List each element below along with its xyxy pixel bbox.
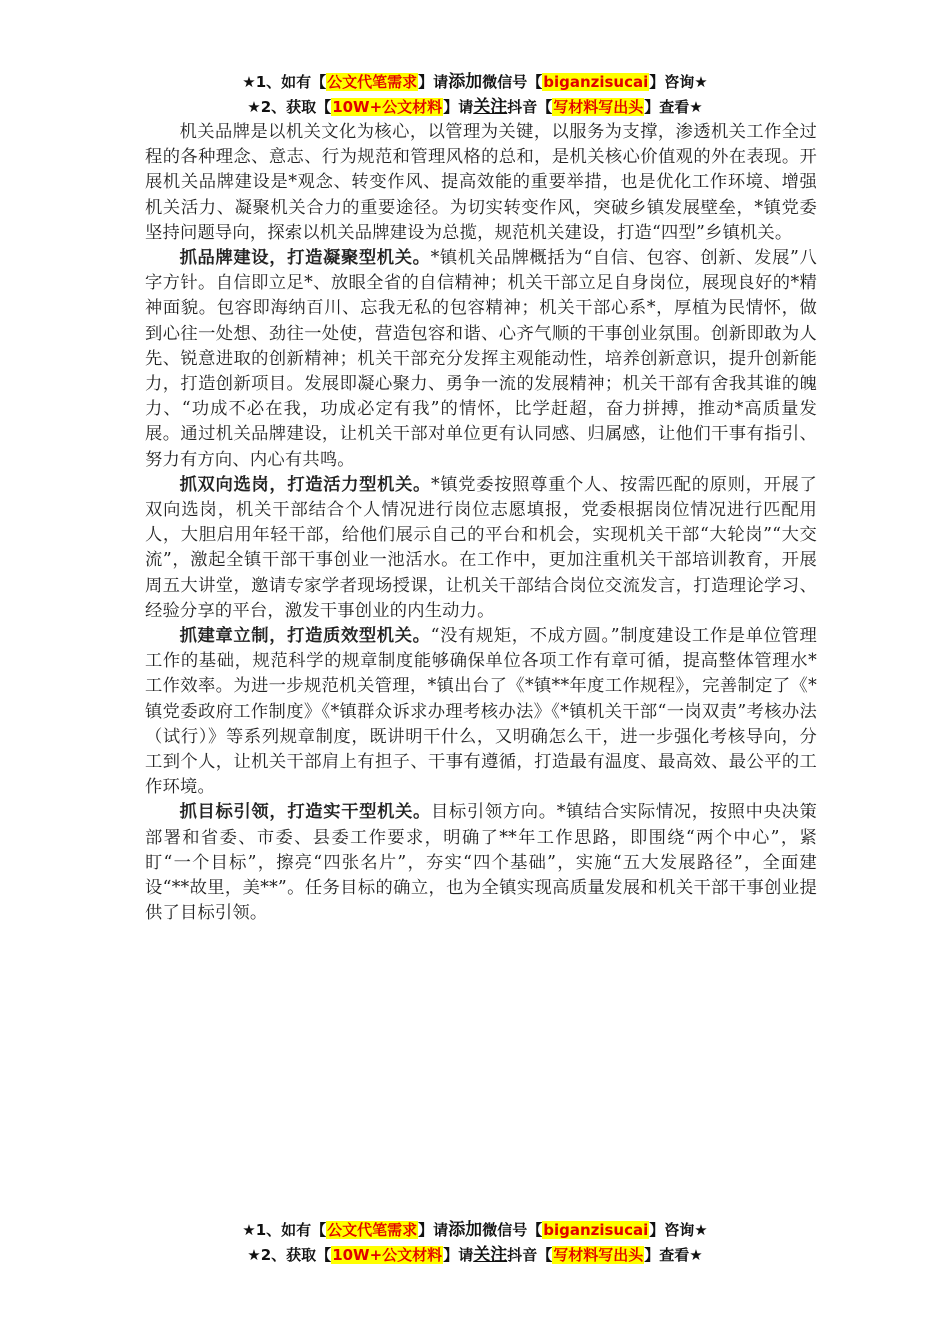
highlight-service: 公文代笔需求 xyxy=(327,1221,418,1239)
highlight-douyin-account: 写材料写出头 xyxy=(553,98,644,116)
promo-line-1: ★1、如有【公文代笔需求】请添加微信号【biganzisucai】咨询★ xyxy=(242,72,708,92)
highlight-wechat-id: biganzisucai xyxy=(543,73,649,91)
star-icon: ★ xyxy=(242,73,256,91)
promo-line-2: ★2、获取【10W+公文材料】请关注抖音【写材料写出头】查看★ xyxy=(247,1245,703,1265)
section-paragraph: 抓目标引领，打造实干型机关。目标引领方向。*镇结合实际情况，按照中央决策部署和省委、市委、县委工作要求，明确了**年工作思路，即围绕“两个中心”，紧盯“一个目标”，擦亮“四张名片”，夯实“四个基础”，实施“五大发展路径”，全面建设“**故里，美**”。任务目标的确立，也为全镇实现高质量发展和机关干部干事创业提供了目标引领。 xyxy=(145,802,817,924)
star-icon: ★ xyxy=(247,1246,261,1264)
highlight-douyin-account: 写材料写出头 xyxy=(553,1246,644,1264)
section-heading: 抓目标引领，打造实干型机关。 xyxy=(179,802,432,823)
star-icon: ★ xyxy=(247,98,261,116)
intro-paragraph: 机关品牌是以机关文化为核心，以管理为关键，以服务为支撑，渗透机关工作全过程的各种理念、意志、行为规范和管理风格的总和，是机关核心价值观的外在表现。开展机关品牌建设是*观念、转变作风、提高效能的重要举措，也是优化工作环境、增强机关活力、凝聚机关合力的重要途径。为切实转变作风，突破乡镇发展壁垒，*镇党委坚持问题导向，探索以机关品牌建设为总揽，规范机关建设，打造“四型”乡镇机关。 xyxy=(145,122,817,243)
top-promo-banner xyxy=(0,70,950,120)
section-paragraph: 抓双向选岗，打造活力型机关。*镇党委按照尊重个人、按需匹配的原则，开展了双向选岗，机关干部结合个人情况进行岗位志愿填报，党委根据岗位情况进行匹配用人，大胆启用年轻干部，给他们展示自己的平台和机会，实现机关干部“大轮岗”“大交流”，激起全镇干部干事创业一池活水。在工作中，更加注重机关干部培训教育，开展周五大讲堂，邀请专家学者现场授课，让机关干部结合岗位交流发言，打造理论学习、经验分享的平台，激发干事创业的内生动力。 xyxy=(145,474,817,621)
article-body xyxy=(145,120,817,927)
promo-line-1: ★1、如有【公文代笔需求】请添加微信号【biganzisucai】咨询★ xyxy=(242,1220,708,1240)
highlight-service: 公文代笔需求 xyxy=(327,73,418,91)
highlight-materials: 10W+公文材料 xyxy=(332,98,443,116)
section-paragraph: 抓建章立制，打造质效型机关。“没有规矩，不成方圆。”制度建设工作是单位管理工作的基础，规范科学的规章制度能够确保单位各项工作有章可循，提高整体管理水*工作效率。为进一步规范机关管理，*镇出台了《*镇**年度工作规程》，完善制定了《*镇党委政府工作制度》《*镇群众诉求办理考核办法》《*镇机关干部“一岗双责”考核办法（试行）》等系列规章制度，既讲明干什么，又明确怎么干，进一步强化考核导向，分工到个人，让机关干部肩上有担子、干事有遵循，打造最有温度、最高效、最公平的工作环境。 xyxy=(145,626,817,798)
promo-line-2: ★2、获取【10W+公文材料】请关注抖音【写材料写出头】查看★ xyxy=(247,97,703,117)
section-heading: 抓品牌建设，打造凝聚型机关。 xyxy=(179,248,431,269)
section-paragraph: 抓品牌建设，打造凝聚型机关。*镇机关品牌概括为“自信、包容、创新、发展”八字方针。自信即立足*、放眼全省的自信精神；机关干部立足自身岗位，展现良好的*精神面貌。包容即海纳百川、忘我无私的包容精神；机关干部心系*，厚植为民情怀，做到心往一处想、劲往一处使，营造包容和谐、心齐气顺的干事创业氛围。创新即敢为人先、锐意进取的创新精神；机关干部充分发挥主观能动性，培养创新意识，提升创新能力，打造创新项目。发展即凝心聚力、勇争一流的发展精神；机关干部有舍我其谁的魄力、“功成不必在我，功成必定有我”的情怀，比学赶超，奋力拼搏，推动*高质量发展。通过机关品牌建设，让机关干部对单位更有认同感、归属感，让他们干事有指引、努力有方向、内心有共鸣。 xyxy=(145,248,817,470)
section-heading: 抓建章立制，打造质效型机关。 xyxy=(179,626,431,647)
star-icon: ★ xyxy=(242,1221,256,1239)
highlight-wechat-id: biganzisucai xyxy=(543,1221,649,1239)
highlight-materials: 10W+公文材料 xyxy=(332,1246,443,1264)
bottom-promo-banner xyxy=(0,1218,950,1268)
section-heading: 抓双向选岗，打造活力型机关。 xyxy=(179,474,432,495)
